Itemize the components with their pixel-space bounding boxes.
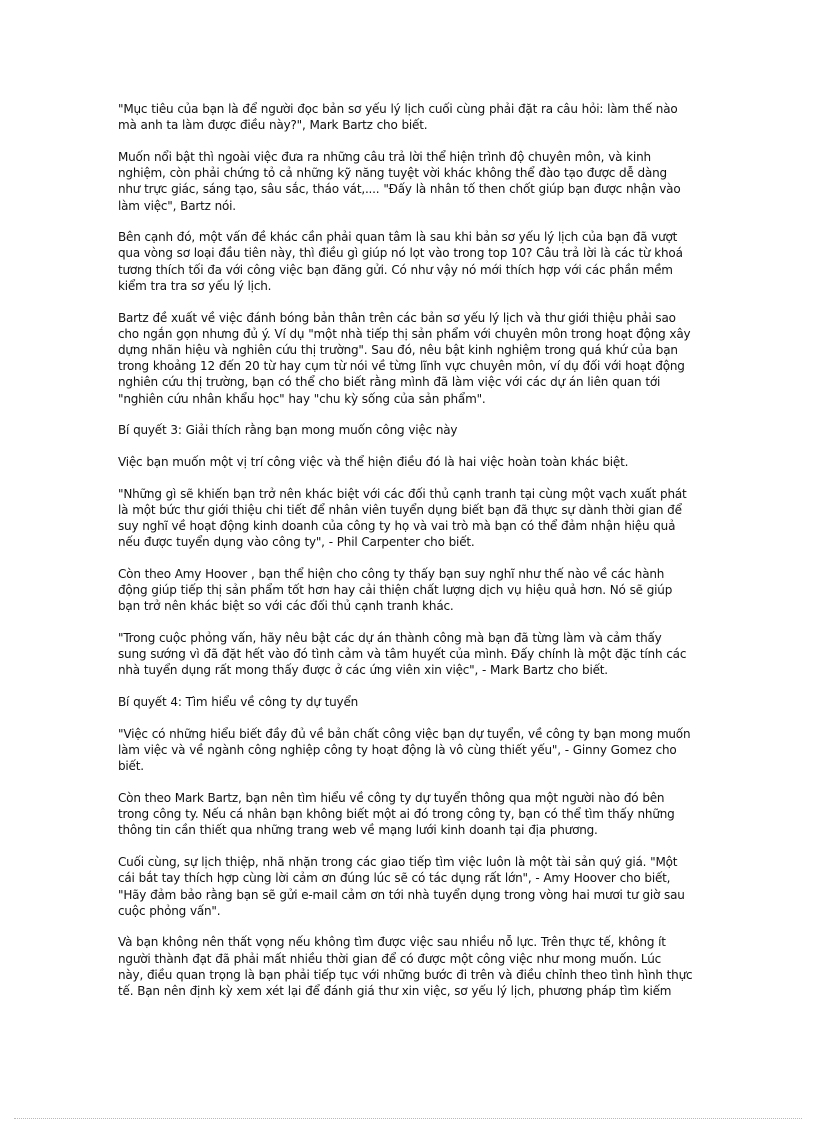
paragraph-quote-bartz-goal: "Mục tiêu của bạn là để người đọc bản sơ yếu lý lịch cuối cùng phải đặt ra câu hỏi: làm thế nào mà anh ta làm được điều này?", Mark Bartz cho biết. xyxy=(118,102,678,133)
paragraph-stand-out: Muốn nổi bật thì ngoài việc đưa ra những câu trả lời thể hiện trình độ chuyên môn, và kinh nghiệm, còn phải chứng tỏ cả những kỹ năng tuyệt vời khác không thể đào tạo được dễ dàng như trực giác, sáng tạo, sâu sắc, tháo vát,.... "Đấy là nhân tố then chốt giúp bạn được nhận vào làm việc", Bartz nói. xyxy=(118,149,681,213)
paragraph-keywords: Bên cạnh đó, một vấn đề khác cần phải quan tâm là sau khi bản sơ yếu lý lịch của bạn đã vượt qua vòng sơ loại đầu tiên này, thì điều gì giúp nó lọt vào trong top 10? Câu trả lời là các từ khoá tương thích tối đa với công việc bạn đăng gửi. Có như vậy nó mới thích hợp với các phần mềm kiểm tra tra sơ yếu lý lịch. xyxy=(118,230,683,293)
paragraph-quote-bartz-interview: "Trong cuộc phỏng vấn, hãy nêu bật các dự án thành công mà bạn đã từng làm và cảm thấy sung sướng vì đã đặt hết vào đó tình cảm và tâm huyết của mình. Đấy chính là một đặc tính các nhà tuyển dụng rất mong thấy được ở các ứng viên xin việc", - Mark Bartz cho biết. xyxy=(118,631,687,678)
section-heading-tip-4: Bí quyết 4: Tìm hiểu về công ty dự tuyển xyxy=(118,695,359,710)
page-bottom-divider xyxy=(14,1118,802,1119)
paragraph-persistence: Và bạn không nên thất vọng nếu không tìm được việc sau nhiều nỗ lực. Trên thực tế, không ít người thành đạt đã phải mất nhiều thời gian để có được một công việc như mong muốn. Lúc này, điều quan trọng là bạn phải tiếp tục với những bước đi trên và điều chỉnh theo tình hình thực tế. Bạn nên định kỳ xem xét lại để đánh giá thư xin việc, sơ yếu lý lịch, phương pháp tìm kiếm xyxy=(118,935,693,999)
document-body xyxy=(118,101,698,1015)
paragraph-want-vs-show: Việc bạn muốn một vị trí công việc và thể hiện điều đó là hai việc hoàn toàn khác biệt. xyxy=(118,454,629,469)
section-heading-tip-3: Bí quyết 3: Giải thích rằng bạn mong muốn công việc này xyxy=(118,423,458,438)
paragraph-quote-carpenter: "Những gì sẽ khiến bạn trở nên khác biệt với các đối thủ cạnh tranh tại cùng một vạch xuất phát là một bức thư giới thiệu chi tiết để nhân viên tuyển dụng biết bạn đã thực sự dành thời gian để suy nghĩ về hoạt động kinh doanh của công ty họ và vai trò mà bạn có thể đảm nhận hiệu quả nếu được tuyển dụng vào công ty", - Phil Carpenter cho biết. xyxy=(118,486,687,550)
paragraph-self-branding: Bartz đề xuất về việc đánh bóng bản thân trên các bản sơ yếu lý lịch và thư giới thiệu phải sao cho ngắn gọn nhưng đủ ý. Ví dụ "một nhà tiếp thị sản phẩm với chuyên môn trong hoạt động xây dựng nhãn hiệu và nghiên cứu thị trường". Sau đó, nêu bật kinh nghiệm trong quá khứ của bạn trong khoảng 12 đến 20 từ hay cụm từ nói về từng lĩnh vực chuyên môn, ví dụ đối với hoạt động nghiên cứu thị trường, bạn có thể cho biết rằng mình đã làm việc với các dự án liên quan tới "nghiên cứu nhân khẩu học" hay "chu kỳ sống của sản phẩm". xyxy=(118,310,691,406)
paragraph-courtesy: Cuối cùng, sự lịch thiệp, nhã nhặn trong các giao tiếp tìm việc luôn là một tài sản quý giá. "Một cái bắt tay thích hợp cùng lời cảm ơn đúng lúc sẽ có tác dụng rất lớn", - Amy Hoover cho biết, "Hãy đảm bảo rằng bạn sẽ gửi e-mail cảm ơn tới nhà tuyển dụng trong vòng hai mươi tư giờ sau cuộc phỏng vấn". xyxy=(118,855,685,918)
paragraph-bartz-research: Còn theo Mark Bartz, bạn nên tìm hiểu về công ty dự tuyển thông qua một người nào đó bên trong công ty. Nếu cá nhân bạn không biết một ai đó trong công ty, bạn có thể tìm thấy những thông tin cần thiết qua những trang web về mạng lưới kinh doanh tại địa phương. xyxy=(118,791,675,838)
paragraph-hoover-marketing: Còn theo Amy Hoover , bạn thể hiện cho công ty thấy bạn suy nghĩ như thế nào về các hành động giúp tiếp thị sản phẩm tốt hơn hay cải thiện chất lượng dịch vụ hiệu quả hơn. Nó sẽ giúp bạn trở nên khác biệt so với các đối thủ cạnh tranh khác. xyxy=(118,566,673,614)
paragraph-quote-gomez: "Việc có những hiểu biết đầy đủ về bản chất công việc bạn dự tuyển, về công ty bạn mong muốn làm việc và về ngành công nghiệp công ty hoạt động là vô cùng thiết yếu", - Ginny Gomez cho biết. xyxy=(118,726,691,774)
